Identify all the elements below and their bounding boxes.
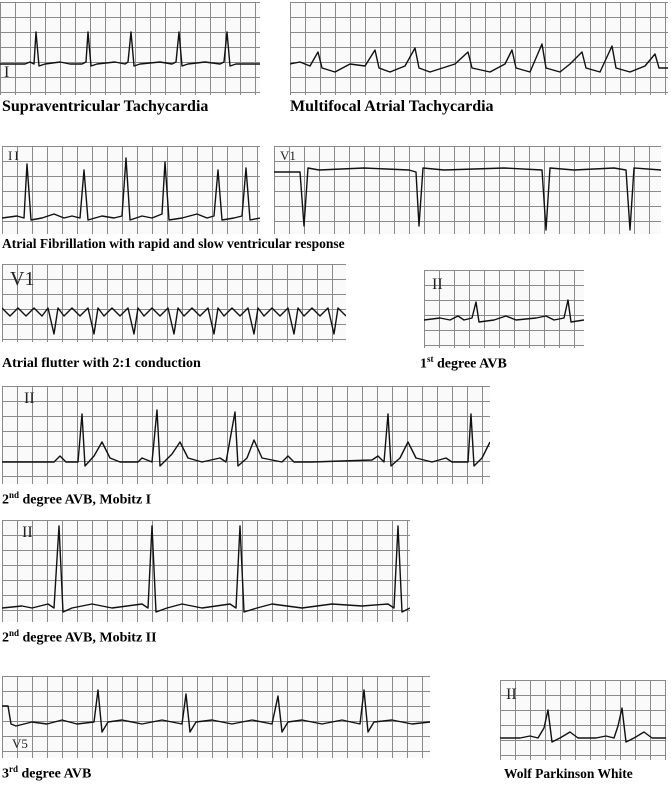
ecg-trace-af-slow	[274, 146, 661, 234]
caption-avb3-sup: rd	[9, 764, 18, 774]
ecg-trace-avb1	[424, 270, 584, 348]
ecg-trace-mobitz1	[2, 386, 490, 484]
ecg-strip-flutter	[2, 264, 346, 342]
lead-label-af-rapid: II	[8, 148, 21, 163]
caption-mobitz2-text: degree AVB, Mobitz II	[19, 630, 157, 646]
ecg-strip-mobitz1	[2, 386, 490, 484]
caption-avb3	[2, 764, 91, 783]
caption-mobitz1	[2, 490, 151, 509]
ecg-trace-avb3	[2, 676, 430, 758]
caption-avb3-ordinal: 3	[2, 766, 9, 782]
ecg-strip-mat	[290, 2, 668, 95]
caption-mobitz2-sup: nd	[9, 628, 20, 638]
caption-mobitz2	[2, 628, 157, 647]
caption-flutter: Atrial flutter with 2:1 conduction	[2, 356, 201, 371]
ecg-trace-mobitz2	[2, 520, 410, 622]
caption-avb1	[420, 354, 507, 373]
lead-label-wpw: II	[506, 686, 517, 703]
ecg-strip-avb3	[2, 676, 430, 758]
caption-svt: Supraventricular Tachycardia	[2, 98, 209, 115]
ecg-trace-mat	[290, 2, 668, 95]
caption-mobitz2-ordinal: 2	[2, 630, 9, 646]
lead-label-avb1: II	[432, 276, 443, 293]
caption-wpw: Wolf Parkinson White	[504, 766, 633, 781]
lead-label-svt: I	[4, 64, 10, 81]
caption-avb3-text: degree AVB	[18, 766, 92, 782]
ecg-strip-af-slow	[274, 146, 661, 234]
caption-avb1-ordinal: 1	[420, 356, 427, 372]
caption-mobitz1-text: degree AVB, Mobitz I	[19, 492, 152, 508]
lead-label-mobitz2: II	[22, 524, 33, 541]
caption-avb1-sup: st	[427, 354, 434, 364]
ecg-trace-wpw	[500, 680, 666, 760]
ecg-strip-svt	[0, 2, 260, 95]
caption-mat: Multifocal Atrial Tachycardia	[290, 98, 494, 115]
ecg-trace-af-rapid	[2, 146, 260, 234]
ecg-strip-wpw	[500, 680, 666, 760]
ecg-strip-af-rapid	[2, 146, 260, 234]
caption-mobitz1-ordinal: 2	[2, 492, 9, 508]
lead-label-avb3: V5	[12, 736, 28, 751]
ecg-trace-svt	[0, 2, 260, 95]
lead-label-flutter: V1	[10, 268, 35, 290]
caption-avb1-text: degree AVB	[433, 356, 507, 372]
ecg-strip-avb1	[424, 270, 584, 348]
caption-af: Atrial Fibrillation with rapid and slow ventricular response	[2, 236, 345, 251]
ecg-trace-flutter	[2, 264, 346, 342]
ecg-strip-mobitz2	[2, 520, 410, 622]
caption-mobitz1-sup: nd	[9, 490, 20, 500]
lead-label-af-slow: V1	[280, 148, 296, 163]
lead-label-mobitz1: II	[24, 390, 35, 407]
